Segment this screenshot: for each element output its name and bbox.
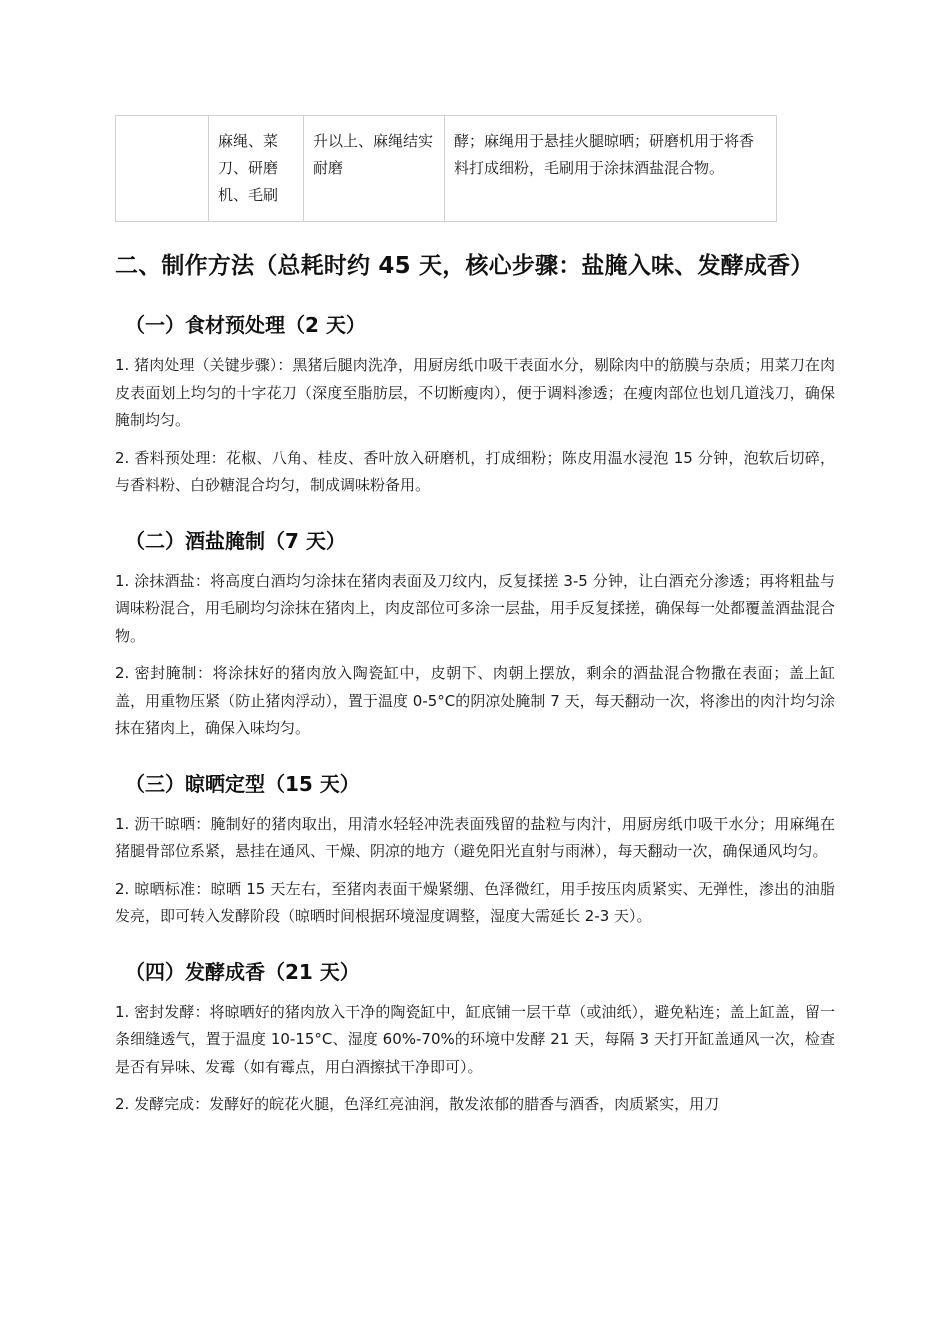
paragraph: 1. 沥干晾晒：腌制好的猪肉取出，用清水轻轻冲洗表面残留的盐粒与肉汁，用厨房纸巾吸干水分；用麻绳在猪腿骨部位系紧，悬挂在通风、干燥、阴凉的地方（避免阳光直射与雨淋），每天翻动一次，确保通风均匀。 [115,814,835,860]
table-cell-requirements: 升以上、麻绳结实耐磨 [304,116,445,222]
subsection-title-2: （二）酒盐腌制（7 天） [125,528,346,553]
table-cell-category [116,116,209,222]
paragraph: 2. 晾晒标准：晾晒 15 天左右，至猪肉表面干燥紧绷、色泽微红，用手按压肉质紧实、无弹性，渗出的油脂发亮，即可转入发酵阶段（晾晒时间根据环境湿度调整，湿度大需延长 2-3 天）。 [115,879,835,925]
subsection-title-4: （四）发酵成香（21 天） [125,959,360,984]
paragraph: 1. 涂抹酒盐：将高度白酒均匀涂抹在猪肉表面及刀纹内，反复揉搓 3-5 分钟，让白酒充分渗透；再将粗盐与调味粉混合，用毛刷均匀涂抹在猪肉上，肉皮部位可多涂一层盐，用手反复揉搓，确保每一处都覆盖酒盐混合物。 [115,571,836,645]
paragraph: 1. 密封发酵：将晾晒好的猪肉放入干净的陶瓷缸中，缸底铺一层干草（或油纸），避免粘连；盖上缸盖，留一条细缝透气，置于温度 10-15°C、湿度 60%-70%的环境中发酵 21 天，每隔 3 天打开缸盖通风一次，检查是否有异味、发霉（如有霉点，用白酒擦拭干净即可）。 [115,1002,835,1076]
table-row [116,116,777,222]
subsection-title-1: （一）食材预处理（2 天） [125,313,366,337]
table-cell-tools: 麻绳、菜刀、研磨机、毛刷 [209,116,304,222]
document-page [115,115,835,1119]
paragraph: 1. 猪肉处理（关键步骤）：黑猪后腿肉洗净，用厨房纸巾吸干表面水分，剔除肉中的筋膜与杂质；用菜刀在肉皮表面划上均匀的十字花刀（深度至脂肪层，不切断瘦肉），便于调料渗透；在瘦肉部位也划几道浅刀，确保腌制均匀。 [115,356,835,429]
subsection-title-3: （三）晾晒定型（15 天） [125,771,360,796]
paragraph: 2. 香料预处理：花椒、八角、桂皮、香叶放入研磨机，打成细粉；陈皮用温水浸泡 15 分钟，泡软后切碎，与香料粉、白砂糖混合均匀，制成调味粉备用。 [115,448,835,494]
paragraph: 2. 发酵完成：发酵好的皖花火腿，色泽红亮油润，散发浓郁的腊香与酒香，肉质紧实，用刀 [115,1095,720,1113]
table-cell-usage: 酵；麻绳用于悬挂火腿晾晒；研磨机用于将香料打成细粉，毛刷用于涂抹酒盐混合物。 [445,116,777,222]
paragraph: 2. 密封腌制：将涂抹好的猪肉放入陶瓷缸中，皮朝下、肉朝上摆放，剩余的酒盐混合物撒在表面；盖上缸盖，用重物压紧（防止猪肉浮动），置于温度 0-5°C的阴凉处腌制 7 天，每天翻动一次，将渗出的肉汁均匀涂抹在猪肉上，确保入味均匀。 [115,664,835,737]
section-title: 二、制作方法（总耗时约 45 天，核心步骤：盐腌入味、发酵成香） [115,253,814,279]
tools-table [115,115,777,222]
